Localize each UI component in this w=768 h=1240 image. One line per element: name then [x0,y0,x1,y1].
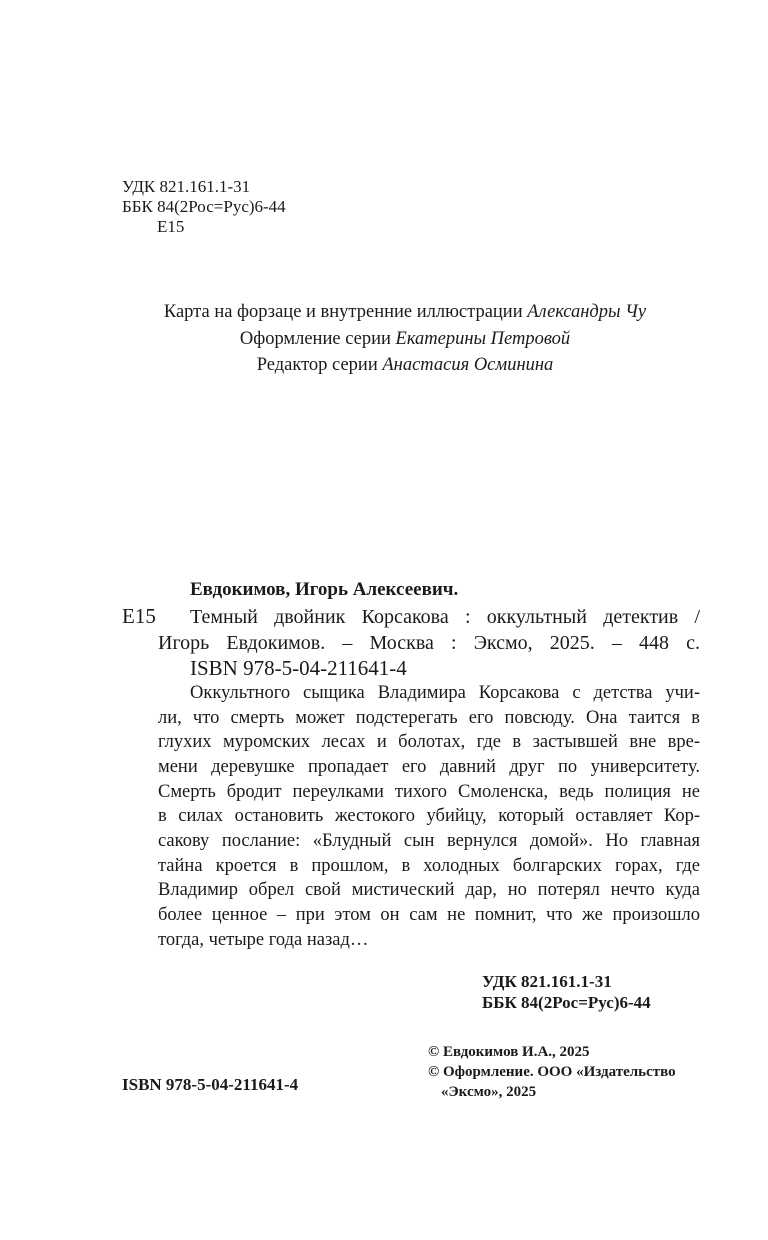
udk-code: УДК 821.161.1-31 [122,177,251,196]
copyright-author: © Евдокимов И.А., 2025 [428,1044,590,1060]
annotation-line: в силах остановить жестокого убийцу, который оставляет Кор- [158,806,700,826]
record-title-line2: Игорь Евдокимов. – Москва : Эксмо, 2025. – 448 с. [158,632,700,654]
annotation-line: Владимир обрел свой мистический дар, но потерял нечто куда [158,880,700,900]
annotation-line: ли, что смерть может подстерегать его повсюду. Она таится в [158,708,700,728]
credit-name: Екатерины Петровой [395,329,571,349]
record-author-mark: Е15 [122,604,156,628]
credit-label: Карта на форзаце и внутренние иллюстрации [163,302,523,322]
credit-name: Анастасия Осминина [382,355,554,375]
credit-illustrations [0,303,768,322]
annotation-line: Смерть бродит переулками тихого Смоленска, ведь полиция не [158,782,700,802]
annotation-line: тайна кроется в прошлом, в холодных болгарских горах, где [158,856,700,876]
annotation-line: тогда, четыре года назад… [158,930,369,950]
author-mark: Е15 [157,217,185,236]
bottom-udk-code: УДК 821.161.1-31 [482,972,612,991]
annotation-line: Оккультного сыщика Владимира Корсакова с детства учи- [190,683,700,703]
record-isbn: ISBN 978-5-04-211641-4 [190,656,407,680]
bbk-code: ББК 84(2Рос=Рус)6-44 [122,197,286,216]
record-author: Евдокимов, Игорь Алексеевич. [190,579,459,600]
credit-label: Редактор серии [256,355,378,375]
annotation-line: более ценное – при этом он сам не помнит, что же произошло [158,905,700,925]
credit-series-editor [0,356,768,375]
copyright-design: © Оформление. ООО «Издательство [428,1064,676,1080]
annotation-line: мени деревушке пропадает его давний друг по университету. [158,757,700,777]
copyright-publisher: «Эксмо», 2025 [441,1084,537,1100]
credit-series-design [0,330,768,349]
credit-name: Александры Чу [527,302,647,322]
bottom-bbk-code: ББК 84(2Рос=Рус)6-44 [482,993,651,1012]
annotation-line: глухих муромских лесах и болотах, где в застывшей вне вре- [158,732,700,752]
credit-label: Оформление серии [239,329,391,349]
annotation-line: сакову послание: «Блудный сын вернулся домой». Но главная [158,831,700,851]
bottom-isbn: ISBN 978-5-04-211641-4 [122,1075,299,1094]
record-title-line1: Темный двойник Корсакова : оккультный детектив / [190,606,700,628]
